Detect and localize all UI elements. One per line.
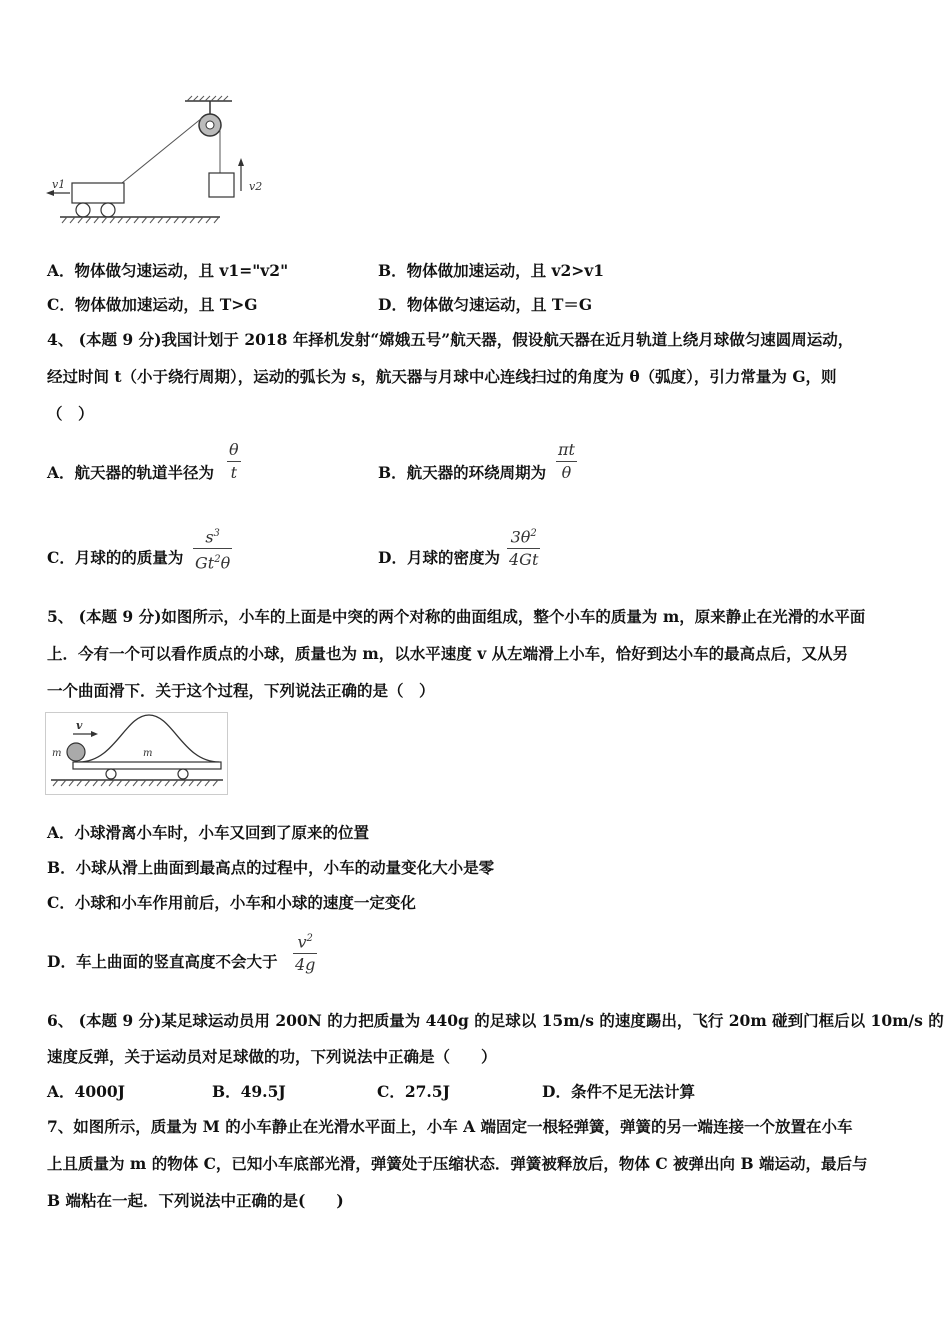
option-letter: D． xyxy=(542,1082,571,1101)
fraction-denominator: Gt xyxy=(195,553,215,573)
exponent: 2 xyxy=(530,528,537,539)
option-letter: D． xyxy=(378,295,407,314)
fraction-denominator: t xyxy=(230,463,238,482)
option-text: 4000J xyxy=(74,1082,126,1101)
q4-stem-line2: 经过时间 t（小于绕行周期），运动的弧长为 s，航天器与月球中心连线扫过的角度为 θ（弧度），引力常量为 G，则 xyxy=(47,367,837,386)
q6-option-d[interactable] xyxy=(542,1082,695,1102)
option-letter: B． xyxy=(378,261,407,280)
q6-stem-line1: 6、 (本题 9 分)某足球运动员用 200N 的力把质量为 440g 的足球以 15m/s 的速度踢出，飞行 20m 碰到门框后以 10m/s 的 xyxy=(47,1011,944,1030)
option-letter: C． xyxy=(47,548,75,567)
q7-stem-line2: 上且质量为 m 的物体 C，已知小车底部光滑，弹簧处于压缩状态．弹簧被释放后，物体 C 被弹出向 B 端运动，最后与 xyxy=(47,1154,868,1173)
option-letter: A． xyxy=(47,261,75,280)
q4-option-a[interactable] xyxy=(47,463,214,483)
pulley-cart-figure xyxy=(40,95,280,235)
fraction-denominator: 4Gt xyxy=(509,550,539,570)
q4-stem-line1: 4、 (本题 9 分)我国计划于 2018 年择机发射“嫦娥五号”航天器，假设航天器在近月轨道上绕月球做匀速圆周运动， xyxy=(47,330,854,349)
velocity-label: v xyxy=(76,719,83,732)
q3-option-a[interactable] xyxy=(47,261,288,281)
q4-option-d[interactable] xyxy=(378,548,500,568)
q6-option-b[interactable] xyxy=(212,1082,286,1102)
q4-b-fraction xyxy=(556,440,577,483)
q3-option-c[interactable] xyxy=(47,295,258,315)
v1-label: v1 xyxy=(52,178,66,191)
ball-mass-label: m xyxy=(52,748,62,759)
q3-option-d[interactable] xyxy=(378,295,592,315)
option-letter: B． xyxy=(47,858,76,877)
q5-option-b[interactable] xyxy=(47,858,494,878)
option-text: 27.5J xyxy=(404,1082,450,1101)
ball-cart-figure xyxy=(45,712,229,796)
q5-d-fraction xyxy=(293,929,317,975)
option-text: 物体做加速运动，且 v2>v1 xyxy=(406,261,605,280)
option-letter: B． xyxy=(378,463,407,482)
q6-option-c[interactable] xyxy=(377,1082,450,1102)
option-text: 月球的密度为 xyxy=(406,548,500,567)
fraction-numerator: θ xyxy=(229,440,239,459)
option-letter: C． xyxy=(377,1082,405,1101)
q4-option-c[interactable] xyxy=(47,548,183,568)
option-text: 49.5J xyxy=(240,1082,286,1101)
q5-option-c[interactable] xyxy=(47,893,416,913)
option-letter: C． xyxy=(47,893,75,912)
option-text: 月球的的质量为 xyxy=(74,548,184,567)
v2-label: v2 xyxy=(249,180,263,193)
q5-stem-line1: 5、 (本题 9 分)如图所示，小车的上面是中突的两个对称的曲面组成，整个小车的质量为 m，原来静止在光滑的水平面 xyxy=(47,607,866,626)
q6-option-a[interactable] xyxy=(47,1082,125,1102)
exponent: 2 xyxy=(306,933,313,944)
option-text: 条件不足无法计算 xyxy=(570,1082,695,1101)
q3-option-b[interactable] xyxy=(378,261,604,281)
fraction-numerator: 3θ xyxy=(510,527,531,547)
q5-stem-line3: 一个曲面滑下．关于这个过程，下列说法正确的是（ ） xyxy=(47,681,435,700)
option-letter: A． xyxy=(47,463,75,482)
fraction-denominator-tail: θ xyxy=(220,553,231,573)
option-text: 小球滑离小车时，小车又回到了原来的位置 xyxy=(74,823,370,842)
q4-option-b[interactable] xyxy=(378,463,546,483)
exponent: 3 xyxy=(213,528,220,539)
option-letter: B． xyxy=(212,1082,241,1101)
option-letter: A． xyxy=(47,823,75,842)
q4-stem-line3: （ ） xyxy=(47,404,94,423)
exponent: 2 xyxy=(214,554,221,566)
option-text: 车上曲面的竖直高度不会大于 xyxy=(75,952,278,971)
fraction-numerator: πt xyxy=(558,440,575,459)
option-text: 物体做加速运动，且 T>G xyxy=(74,295,258,314)
q6-stem-line2: 速度反弹，关于运动员对足球做的功，下列说法中正确是（ ） xyxy=(47,1047,497,1066)
option-letter: A． xyxy=(47,1082,75,1101)
cart-mass-label: m xyxy=(143,748,153,759)
q5-option-a[interactable] xyxy=(47,823,369,843)
q4-a-fraction xyxy=(227,440,241,483)
option-letter: C． xyxy=(47,295,75,314)
q4-c-fraction xyxy=(193,524,232,574)
fraction-numerator: s xyxy=(205,527,214,547)
q7-stem-line3: B 端粘在一起．下列说法中正确的是( ) xyxy=(47,1191,344,1210)
q5-option-d[interactable] xyxy=(47,952,277,972)
option-text: 物体做匀速运动，且 v1="v2" xyxy=(74,261,289,280)
option-text: 小球从滑上曲面到最高点的过程中，小车的动量变化大小是零 xyxy=(75,858,495,877)
q7-stem-line1: 7、如图所示，质量为 M 的小车静止在光滑水平面上，小车 A 端固定一根轻弹簧，弹簧的另一端连接一个放置在小车 xyxy=(47,1117,853,1136)
fraction-denominator: θ xyxy=(561,463,572,482)
q5-stem-line2: 上．今有一个可以看作质点的小球，质量也为 m，以水平速度 v 从左端滑上小车，恰好到达小车的最高点后，又从另 xyxy=(47,644,849,663)
option-letter: D． xyxy=(378,548,407,567)
option-text: 物体做匀速运动，且 T＝G xyxy=(406,295,593,314)
q4-d-fraction xyxy=(507,524,540,570)
option-text: 小球和小车作用前后，小车和小球的速度一定变化 xyxy=(74,893,416,912)
option-text: 航天器的轨道半径为 xyxy=(74,463,215,482)
option-text: 航天器的环绕周期为 xyxy=(406,463,547,482)
fraction-denominator: 4g xyxy=(295,955,316,975)
option-letter: D． xyxy=(47,952,76,971)
fraction-numerator: v xyxy=(297,932,307,952)
